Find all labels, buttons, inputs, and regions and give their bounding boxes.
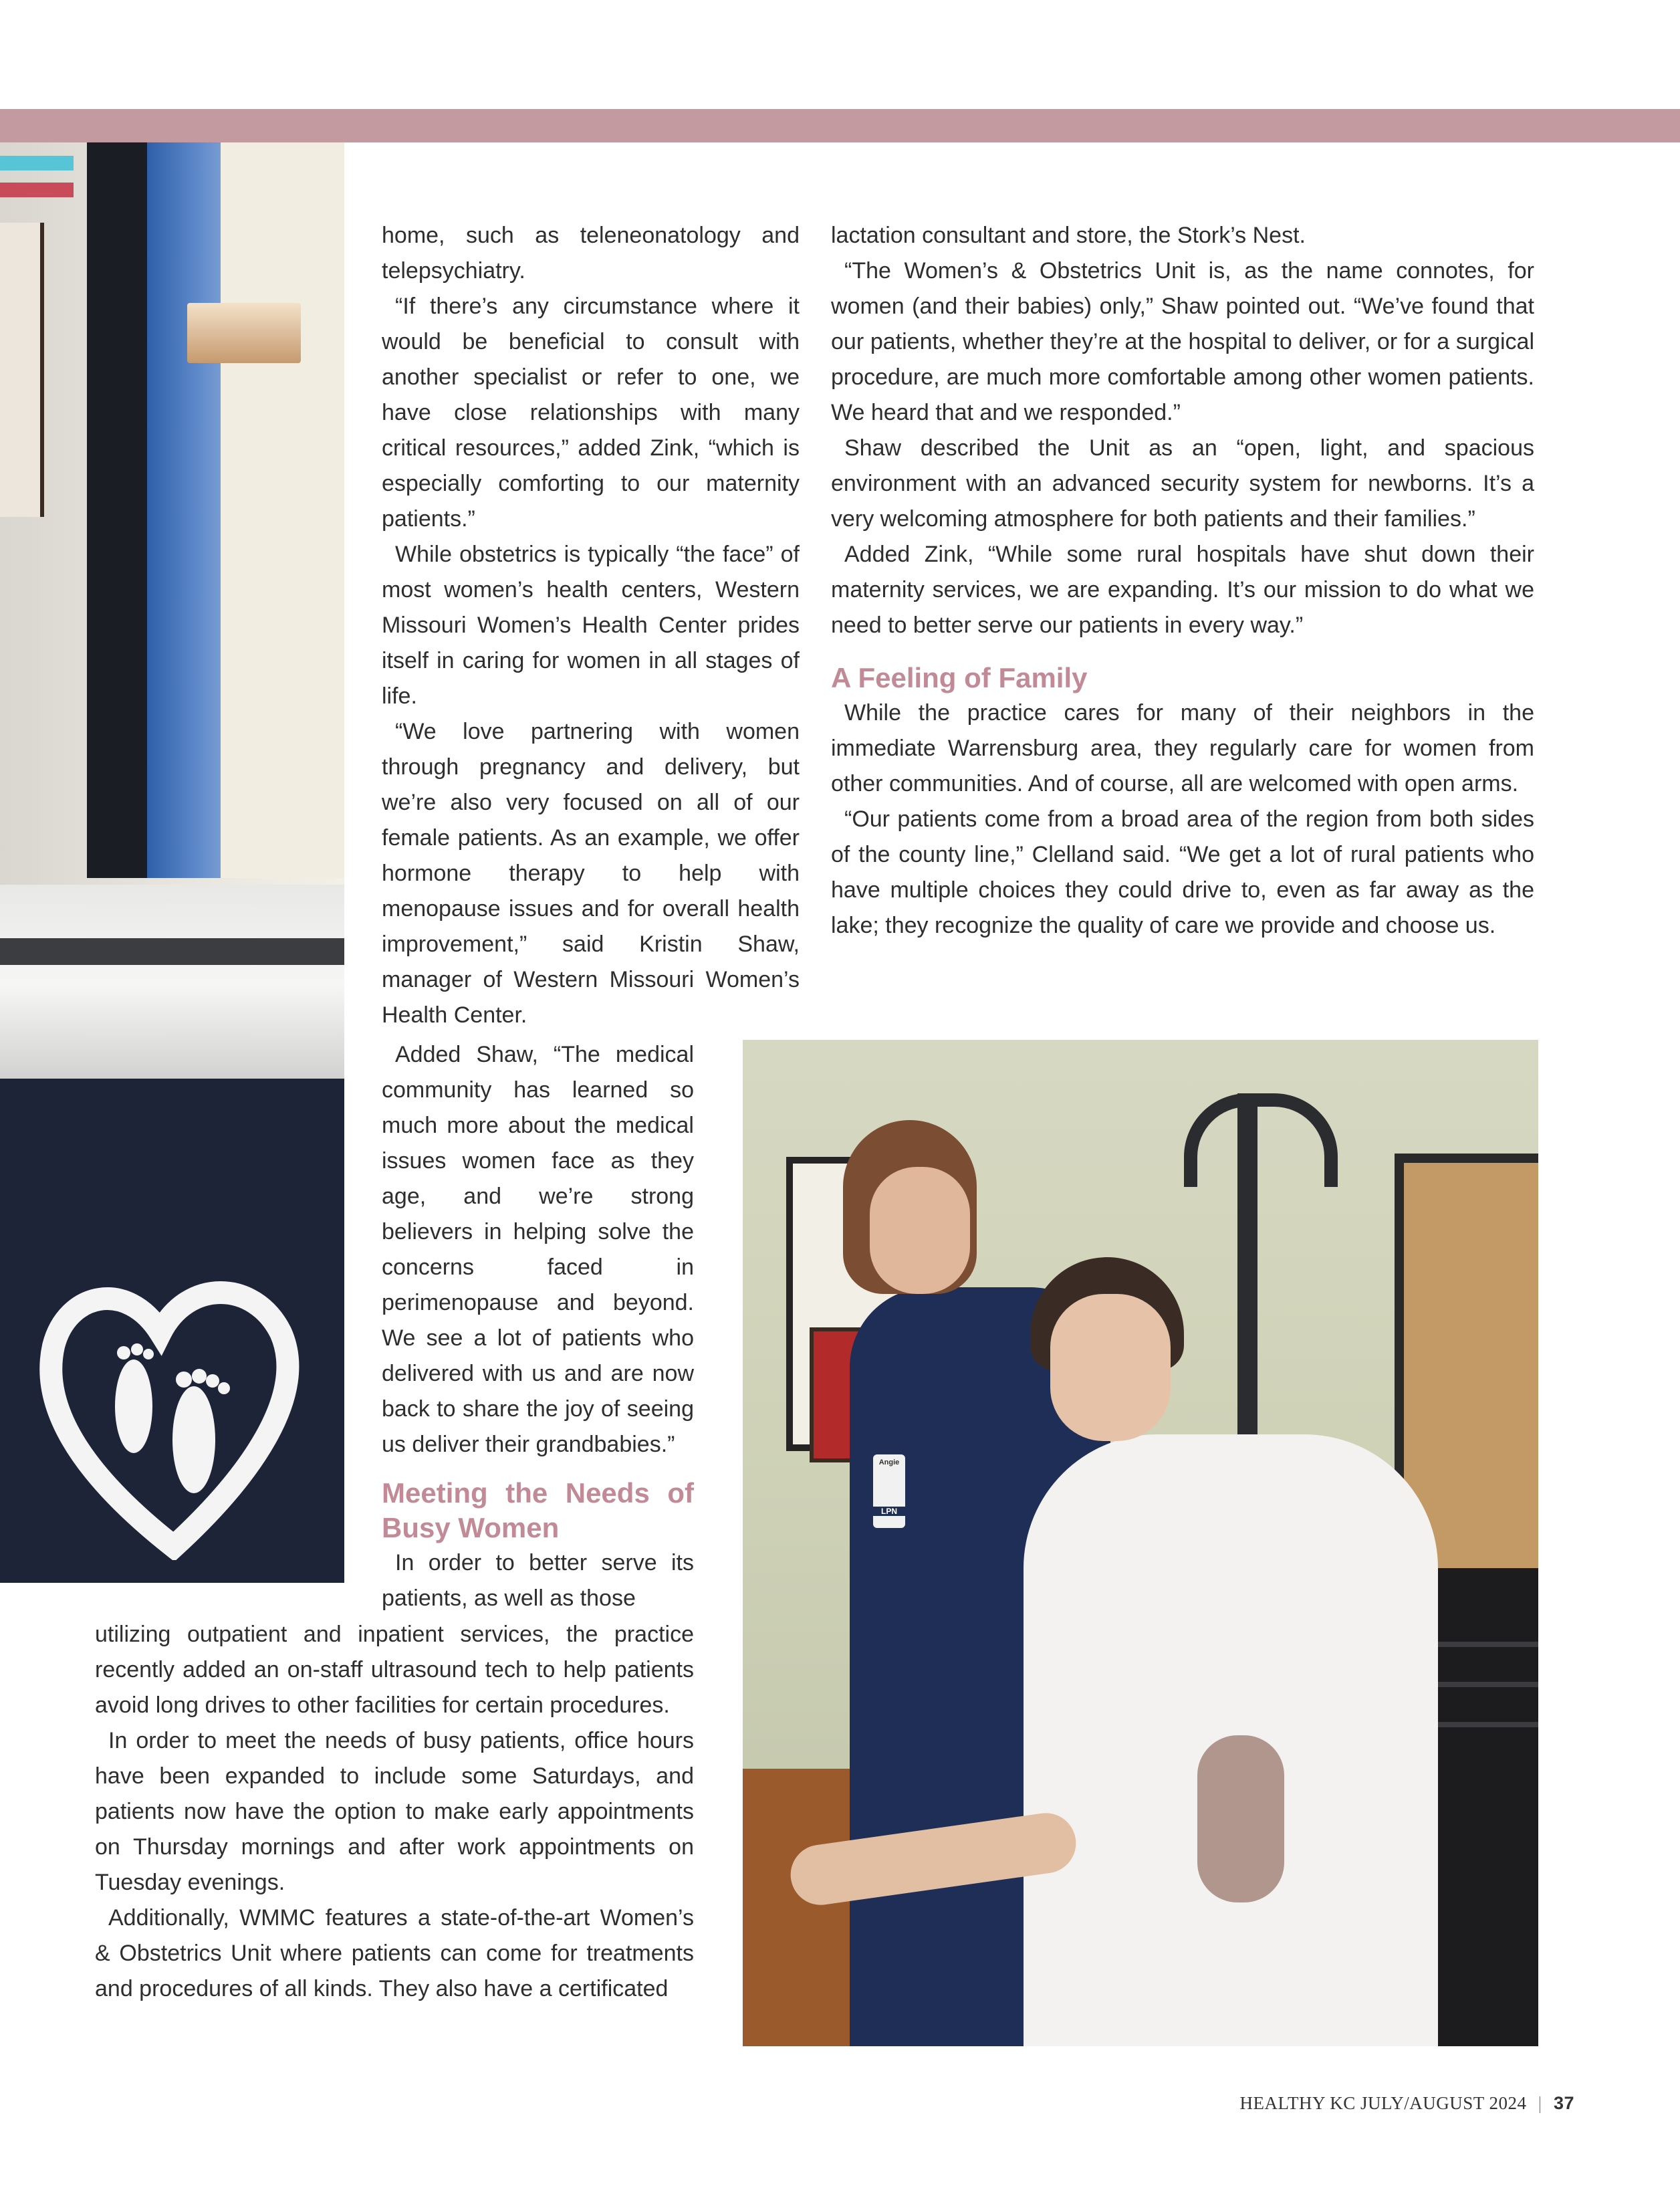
heart-footprint-icon	[27, 1252, 321, 1560]
staff-photo-right	[743, 1040, 1538, 2046]
photo-folder-tab	[0, 156, 74, 171]
section-heading-feeling-of-family: A Feeling of Family	[831, 662, 1088, 693]
paragraph: While obstetrics is typically “the face” of most women’s health centers, Western Missouri Women’s Health Center prides itself in caring for women in all stages of life.	[382, 542, 800, 709]
paragraph: “Our patients come from a broad area of the region from both sides of the county line,” Clelland said. “We get a lot of rural patients who have multiple choices they could drive to, even as far away as the lake; they recognize the quality of care we provide and choose us.	[831, 806, 1534, 938]
paragraph: Additionally, WMMC features a state-of-the-art Women’s & Obstetrics Unit where patients can come for treatments and procedures of all kinds. They also have a certificated	[95, 1905, 694, 2001]
paragraph: “We love partnering with women through pregnancy and delivery, but we’re also very focused on all of our female patients. As an example, we offer hormone therapy to help with menopause issues and for overall health improvement,” said Kristin Shaw, manager of Western Missouri Women’s Health Center.	[382, 719, 800, 1028]
page-number: 37	[1553, 2093, 1574, 2113]
photo-wall-shelf	[187, 303, 301, 363]
photo-blue-wall	[147, 142, 224, 878]
paragraph: While the practice cares for many of their neighbors in the immediate Warrensburg area, they regularly care for women from other communities. And of course, all are welcomed with open arms.	[831, 700, 1534, 796]
photo-door-frame	[87, 142, 147, 878]
article-column-2	[831, 218, 1534, 944]
top-accent-band	[0, 109, 1680, 142]
paragraph: lactation consultant and store, the Stork’s Nest.	[831, 223, 1306, 248]
photo-arm-tattoo	[1197, 1735, 1284, 1902]
photo-printer	[0, 885, 344, 1085]
photo-cream-wall	[221, 142, 344, 878]
name-badge	[873, 1454, 905, 1528]
publication-name: HEALTHY KC	[1239, 2093, 1356, 2113]
article-column-1	[382, 218, 800, 1033]
paragraph: Shaw described the Unit as an “open, light, and spacious environment with an advanced security system for newborns. It’s a very welcoming atmosphere for both patients and their families.”	[831, 435, 1534, 532]
photo-patient-face	[1050, 1294, 1171, 1441]
paragraph: “The Women’s & Obstetrics Unit is, as the name connotes, for women (and their babies) only,” Shaw pointed out. “We’ve found that our patients, whether they’re at the hospital to deliver, or for a surgical procedure, are much more comfortable among other women patients. We heard that and we responded.”	[831, 258, 1534, 425]
paragraph: “If there’s any circumstance where it would be beneficial to consult with another specialist or refer to one, we have close relationships with many critical resources,” added Zink, “which is especially comforting to our maternity patients.”	[382, 294, 800, 532]
paragraph: Added Zink, “While some rural hospitals have shut down their maternity services, we are expanding. It’s our mission to do what we need to better serve our patients in every way.”	[831, 542, 1534, 638]
page-footer	[1239, 2093, 1574, 2114]
badge-role: LPN	[873, 1507, 905, 1516]
issue-date: JULY/AUGUST 2024	[1360, 2093, 1527, 2113]
photo-folder-tab	[0, 183, 74, 197]
article-column-1-bottom	[95, 1617, 694, 2007]
section-heading-meeting-needs: Meeting the Needs of Busy Women	[382, 1477, 694, 1543]
office-photo-left	[0, 142, 344, 1583]
badge-name: Angie	[878, 1458, 900, 1466]
photo-coat-rack-arm	[1184, 1093, 1338, 1187]
paragraph: In order to meet the needs of busy patients, office hours have been expanded to include some Saturdays, and patients now have the option to make early appointments on Thursday mornings and after work appointments on Tuesday evenings.	[95, 1728, 694, 1895]
article-column-1-narrow	[382, 1037, 694, 1616]
photo-nurse-face	[870, 1167, 970, 1294]
photo-printer-tray	[0, 938, 344, 965]
paragraph: utilizing outpatient and inpatient services, the practice recently added an on-staff ultrasound tech to help patients avoid long drives to other facilities for certain procedures.	[95, 1622, 694, 1718]
footer-separator: |	[1538, 2093, 1542, 2113]
photo-wall-board	[0, 223, 44, 517]
paragraph: In order to better serve its patients, as well as those	[382, 1550, 694, 1611]
paragraph: Added Shaw, “The medical community has learned so much more about the medical issues women face as they age, and we’re strong believers in helping solve the concerns faced in perimenopause and beyond. We see a lot of patients who delivered with us and are now back to share the joy of seeing us deliver their grandbabies.”	[382, 1042, 694, 1457]
heart-footprint-banner	[0, 1079, 344, 1583]
paragraph: home, such as teleneonatology and telepsychiatry.	[382, 223, 800, 284]
